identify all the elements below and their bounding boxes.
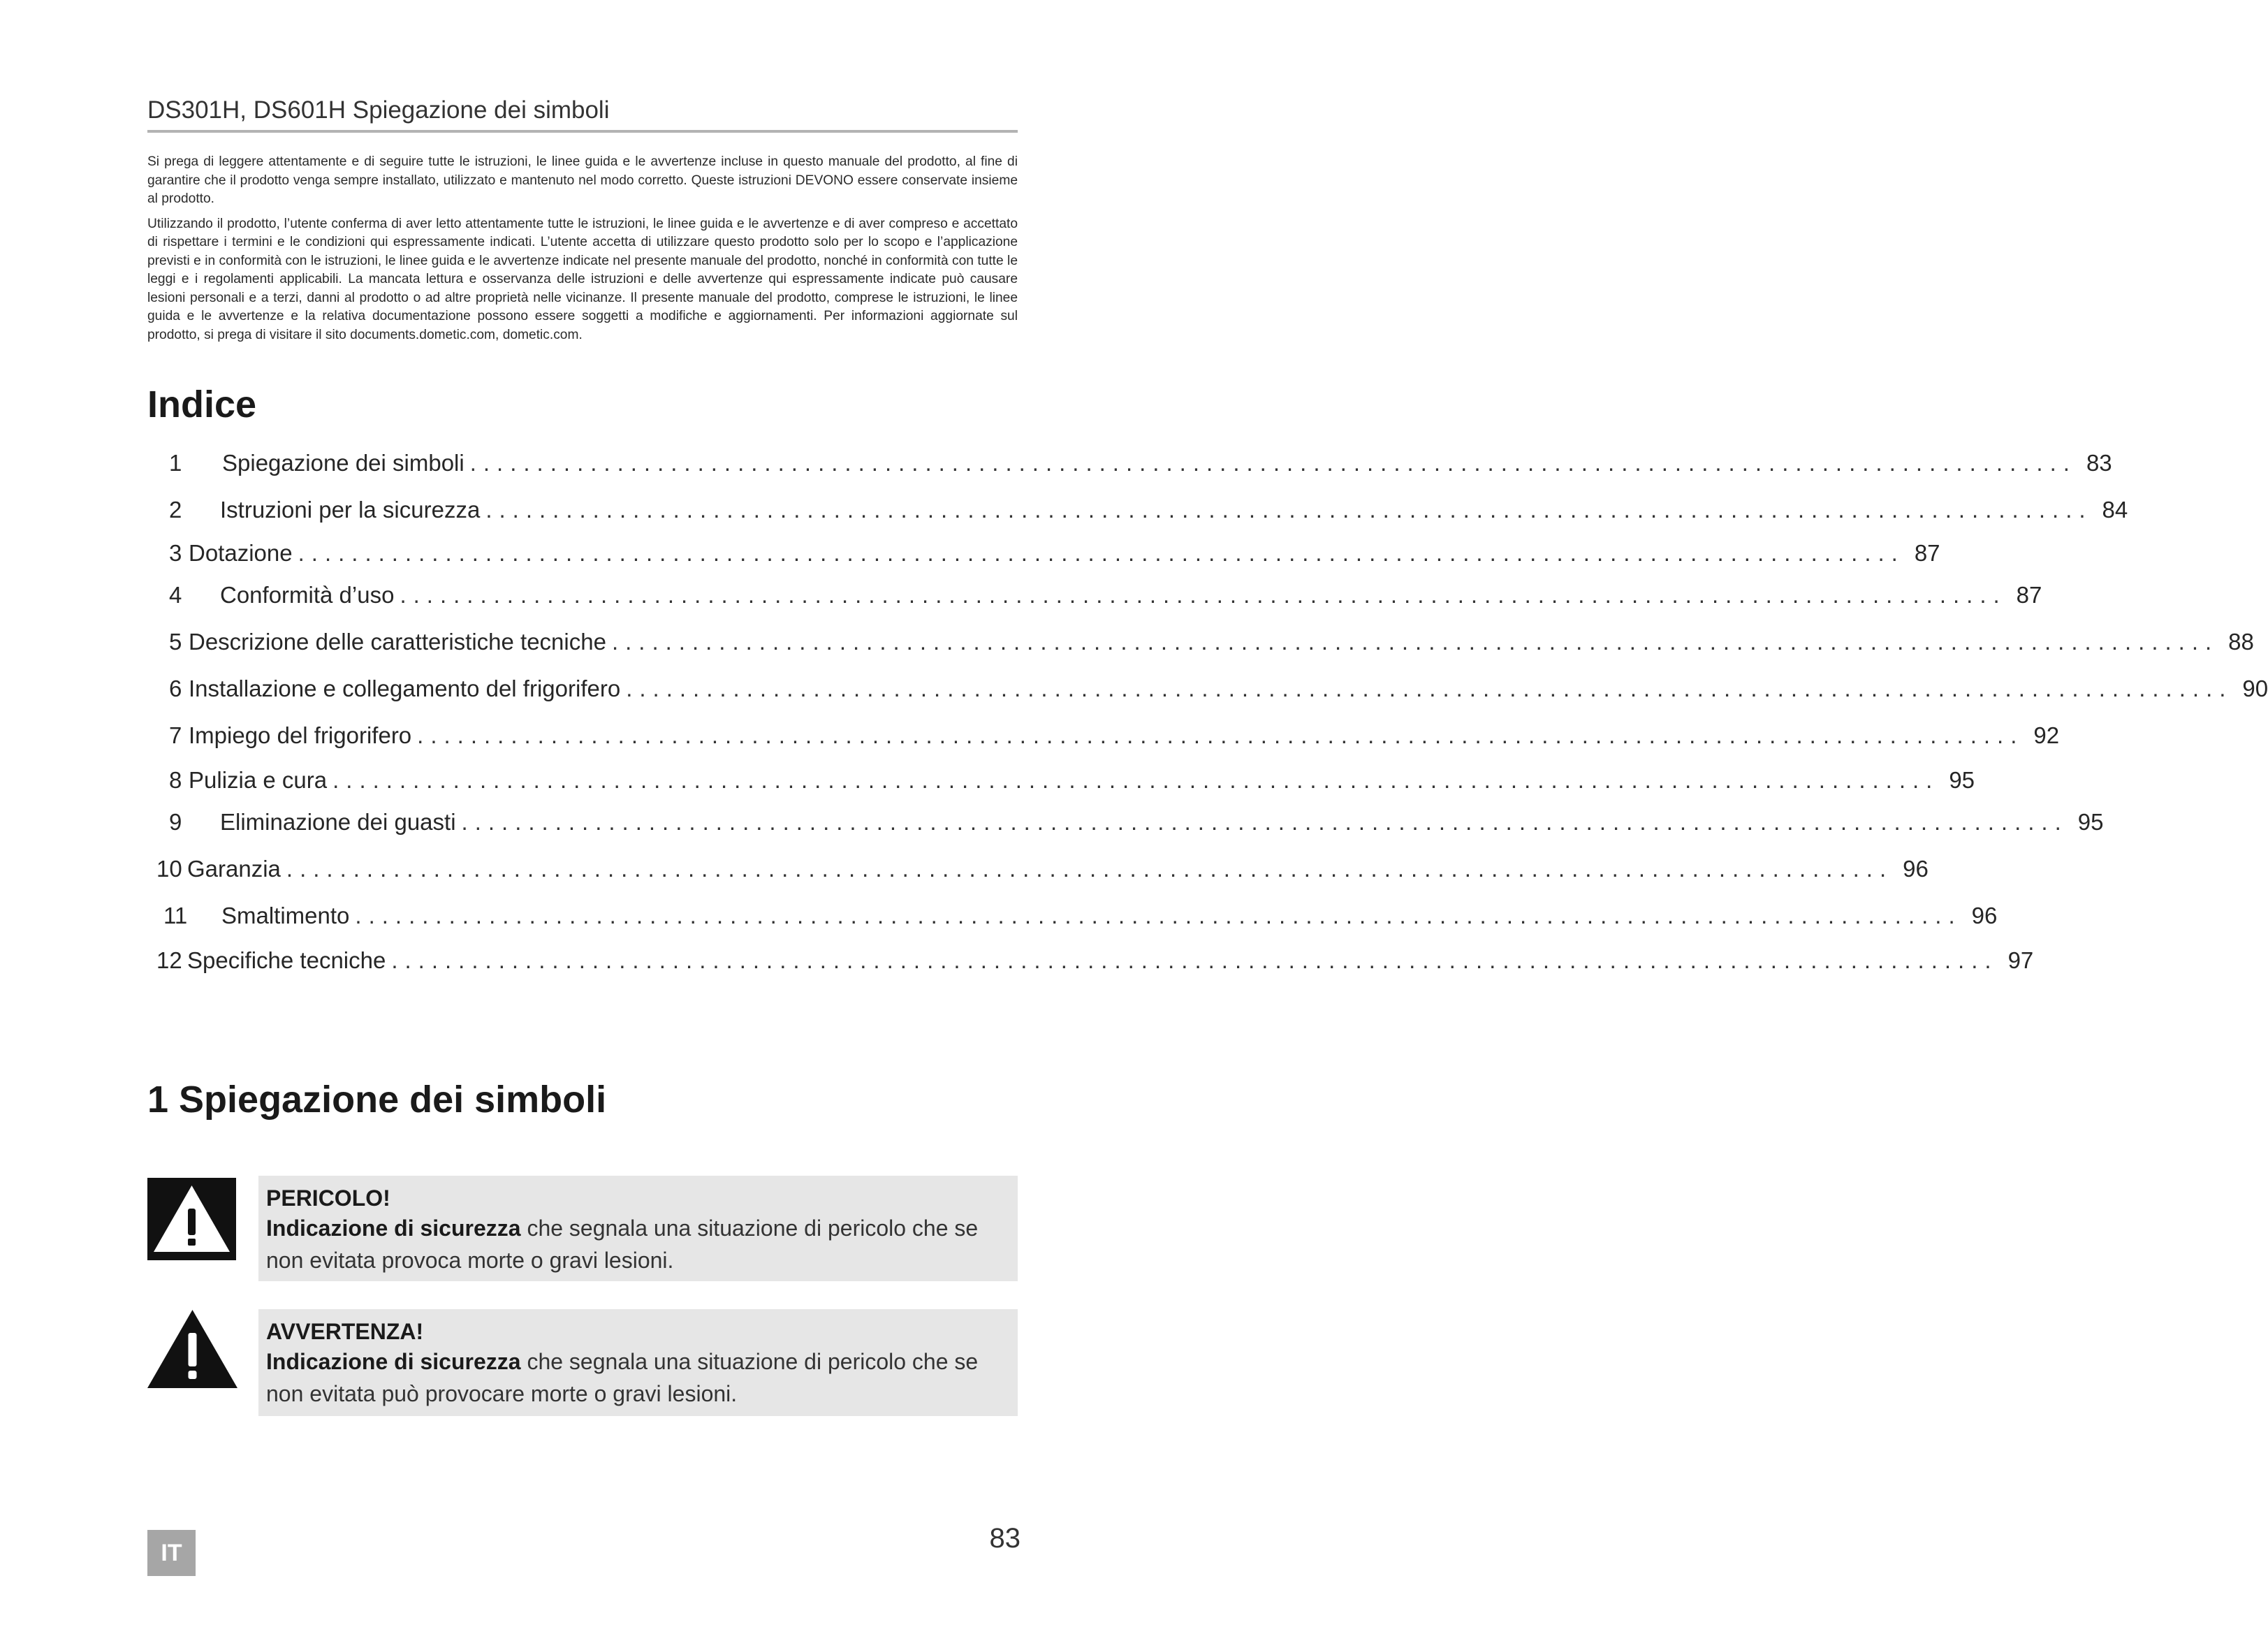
toc-entry-number: 7	[169, 722, 182, 748]
header-title: DS301H, DS601H Spiegazione dei simboli	[147, 96, 610, 124]
notice-text	[266, 1345, 1008, 1410]
toc-leader-dots: ........................................................................................................................	[417, 722, 2024, 748]
notice-bold-label: Indicazione di sicurezza	[266, 1216, 521, 1241]
toc-entry[interactable]	[169, 629, 2254, 657]
notice-text	[266, 1212, 1008, 1276]
toc-entry-number: 11	[163, 903, 188, 928]
toc-entry[interactable]	[163, 903, 1998, 931]
page-header	[147, 96, 1018, 133]
toc-leader-dots: ........................................................................................................................	[469, 450, 2077, 476]
page-number: 83	[989, 1523, 1020, 1554]
toc-leader-dots: ........................................................................................................................	[626, 676, 2233, 701]
toc-entry-label: Spiegazione dei simboli	[222, 450, 464, 476]
notice-heading: PERICOLO!	[266, 1186, 390, 1211]
toc-entry-page: 87	[1914, 540, 1940, 566]
toc-entry-label: Specifiche tecniche	[187, 947, 386, 973]
toc-leader-dots: ........................................................................................................................	[611, 629, 2219, 655]
toc-entry-number: 1	[169, 450, 182, 476]
toc-leader-dots: ........................................................................................................................	[332, 767, 1940, 793]
intro-paragraph-1: Si prega di leggere attentamente e di seguire tutte le istruzioni, le linee guida e le avvertenze incluse in questo manuale del prodotto, al fine di garantire che il prodotto venga sempre installato, utilizzato e mantenuto nel modo corretto. Queste istruzioni DEVONO essere conservate insieme al prodotto.	[147, 154, 1018, 206]
toc-leader-dots: ........................................................................................................................	[485, 497, 2093, 523]
toc-entry-number: 8	[169, 767, 182, 793]
toc-entry[interactable]	[169, 722, 2060, 750]
toc-entry-page: 95	[1949, 767, 1975, 793]
toc-entry-label: Descrizione delle caratteristiche tecniche	[189, 629, 606, 655]
toc-entry-page: 97	[2007, 947, 2034, 973]
danger-notice	[258, 1176, 1018, 1281]
toc-entry-label: Smaltimento	[221, 903, 350, 928]
toc-entry[interactable]	[169, 540, 1940, 568]
toc-entry-page: 88	[2228, 629, 2254, 655]
toc-entry-label: Conformità d’uso	[220, 582, 395, 608]
toc-leader-dots: ........................................................................................................................	[400, 582, 2007, 608]
section-title: 1 Spiegazione dei simboli	[147, 1079, 607, 1121]
toc-leader-dots: ........................................................................................................................	[298, 540, 1905, 566]
toc-entry[interactable]	[169, 767, 1975, 795]
toc-entry-page: 96	[1971, 903, 1998, 928]
toc-entry-label: Garanzia	[187, 856, 281, 882]
toc-entry-number: 12	[156, 947, 182, 973]
toc-entry-label: Installazione e collegamento del frigorifero	[189, 676, 621, 701]
toc-entry-label: Pulizia e cura	[189, 767, 328, 793]
toc-entry[interactable]	[169, 497, 2128, 525]
toc-entry[interactable]	[156, 947, 2034, 975]
warning-triangle-icon	[147, 1310, 237, 1388]
toc-entry[interactable]	[156, 856, 1929, 884]
toc-entry-number: 2	[169, 497, 182, 523]
notice-bold-label: Indicazione di sicurezza	[266, 1349, 521, 1374]
toc-entry-number: 9	[169, 809, 182, 835]
toc-entry-number: 5	[169, 629, 182, 655]
toc-entry[interactable]	[169, 582, 2042, 610]
toc-entry-page: 83	[2086, 450, 2112, 476]
toc-entry-page: 87	[2016, 582, 2042, 608]
toc-entry-page: 96	[1903, 856, 1929, 882]
toc-entry-page: 90	[2242, 676, 2268, 701]
toc-entry-label: Istruzioni per la sicurezza	[220, 497, 481, 523]
toc-entry-label: Eliminazione dei guasti	[220, 809, 456, 835]
toc-leader-dots: ........................................................................................................................	[461, 809, 2068, 835]
notice-heading: AVVERTENZA!	[266, 1319, 424, 1344]
toc-entry-number: 10	[156, 856, 182, 882]
toc-leader-dots: ........................................................................................................................	[355, 903, 1962, 928]
toc-title: Indice	[147, 384, 257, 425]
toc-entry[interactable]	[169, 809, 2104, 837]
toc-entry-page: 92	[2033, 722, 2060, 748]
toc-entry-number: 3	[169, 540, 182, 566]
notice-body: che segnala una situazione di pericolo che se non evitata provoca morte o gravi lesioni.	[266, 1216, 979, 1273]
notice-body: che segnala una situazione di pericolo che se non evitata può provocare morte o gravi lesioni.	[266, 1349, 979, 1406]
danger-warning-icon	[147, 1178, 236, 1260]
toc-entry-page: 84	[2102, 497, 2128, 523]
toc-entry-label: Dotazione	[189, 540, 293, 566]
language-badge: IT	[147, 1530, 196, 1576]
toc-entry-page: 95	[2077, 809, 2104, 835]
toc-entry-number: 4	[169, 582, 182, 608]
intro-paragraph-2: Utilizzando il prodotto, l’utente conferma di aver letto attentamente tutte le istruzioni, le linee guida e le avvertenze e di aver compreso e accettato di rispettare i termini e le condizioni qui espressamente indicati. L’utente accetta di utilizzare questo prodotto solo per lo scopo e l’applicazione previsti e in conformità con le istruzioni, le linee guida e le avvertenze indicate nel presente manuale del prodotto, nonché in conformità con tutte le leggi e i regolamenti applicabili. La mancata lettura e osservanza delle istruzioni e delle avvertenze qui espressamente indicate può causare lesioni personali e a terzi, danni al prodotto o ad altre proprietà nelle vicinanze. Il presente manuale del prodotto, comprese le istruzioni, le linee guida e le avvertenze e la relativa documentazione possono essere soggetti a modifiche e aggiornamenti. Per informazioni aggiornate sul prodotto, si prega di visitare il sito documents.dometic.com, dometic.com.	[147, 216, 1018, 342]
toc-entry[interactable]	[169, 676, 2268, 703]
toc-entry-number: 6	[169, 676, 182, 701]
intro-text	[147, 153, 1018, 351]
toc-leader-dots: ........................................................................................................................	[391, 947, 1998, 973]
toc-leader-dots: ........................................................................................................................	[286, 856, 1894, 882]
toc-entry-label: Impiego del frigorifero	[189, 722, 412, 748]
toc-entry[interactable]	[169, 450, 2112, 478]
warning-notice	[258, 1309, 1018, 1416]
